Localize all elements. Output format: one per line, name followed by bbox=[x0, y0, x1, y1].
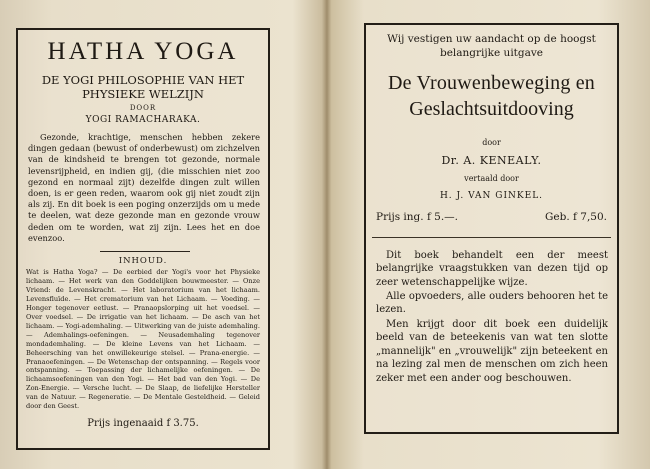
paragraph-1: Dit boek behandelt een der meest belangrijke vraagstukken van dezen tijd op zeer wetenschappelijke wijze. bbox=[376, 250, 608, 288]
translator-name: H. J. VAN GINKEL. bbox=[439, 191, 544, 201]
book-description: Gezonde, krachtige, menschen hebben zekere dingen gedaan (bewust of onderbewust) om zichzelven van de kindsheid te brengen tot gezonde, normale levensrijpheid, en indien gij, (die misschien niet zoo gezond en normaal zijt) dezelfde dingen zult willen doen, is er geen reden, waarom ook gij niet zoudt zijn als zij. En dit boek is een poging onzerzijds om u mede te deelen, wat deze gezonde man en gezonde vrouw deden om te worden, wat zij zijn. Lees het en doe evenzoo. bbox=[28, 132, 260, 243]
book-title-line1: De Vrouwenbeweging en bbox=[387, 72, 595, 94]
contents-list: Wat is Hatha Yoga? — De eerbied der Yogi's voor het Physieke lichaam. — Het werk van den Goddelijken bouwmeester. — Onze Vriend: de Levenskracht. — Het laboratorium van het lichaam. Levensfluïde. — Het crematorium van het Lichaam. — Voeding. — Honger tegenover eetlust. — Pranaopslorping uit het voedsel. — Over voedsel. — De irrigatie van het lichaam. — De asch van het lichaam. — Yogi-ademhaling. — Uitwerking van de juiste ademhaling. — Ademhalings-oefeningen. — Neusademhaling tegenover mondademhaling. — De kleine Levens van het Lichaam. — Beheersching van het onwillekeurige stelsel. — Prana-energie. — Pranaoefeningen. — De Wetenschap der ontspanning. — Regels voor ontspanning. — Toepassing der lichamelijke oefeningen. — De lichaamsoefeningen van den Yogi. — Het bad van den Yogi. — De Zon-Energie. — Versche lucht. — De Slaap, de liefelijke Hersteller van de Natuur. — Regeneratie. — De Mentale Gesteldheid. — Geleid door den Geest. bbox=[26, 268, 260, 411]
right-page bbox=[327, 0, 650, 469]
paragraph-2: Alle opvoeders, alle ouders behooren het te lezen. bbox=[376, 291, 608, 316]
divider bbox=[372, 237, 611, 238]
contents-heading: INHOUD. bbox=[118, 256, 168, 266]
intro-line1: Wij vestigen uw aandacht op de hoogst bbox=[387, 33, 596, 45]
price-row bbox=[376, 211, 607, 223]
price: Prijs ingenaaid f 3.75. bbox=[87, 418, 199, 429]
price-bound: Geb. f 7,50. bbox=[545, 211, 607, 223]
price-paperback: Prijs ing. f 5.—. bbox=[376, 211, 459, 223]
divider bbox=[100, 251, 190, 252]
intro-line2: belangrijke uitgave bbox=[439, 47, 544, 59]
book-subtitle-line2: PHYSIEKE WELZIJN bbox=[82, 87, 204, 101]
author-name: YOGI RAMACHARAKA. bbox=[85, 115, 201, 125]
translated-by-label: vertaald door bbox=[464, 174, 519, 183]
book-title: HATHA YOGA bbox=[47, 38, 239, 65]
paragraph-3: Men krijgt door dit boek een duidelijk beeld van de beteekenis van wat ten slotte „mannelijk" en „vrouwelijk" zijn beteekent en na lezing zal men de menschen om zich heen zeker met een ander oog beschouwen. bbox=[376, 319, 608, 384]
by-label: DOOR bbox=[129, 104, 157, 112]
author-name: Dr. A. KENEALY. bbox=[441, 154, 542, 167]
book-subtitle-line1: DE YOGI PHILOSOPHIE VAN HET bbox=[41, 73, 245, 87]
vrouwenbeweging-advertisement bbox=[364, 23, 619, 434]
by-label: door bbox=[482, 138, 501, 147]
book-title-line2: Geslachtsuitdooving bbox=[409, 98, 574, 120]
hatha-yoga-advertisement bbox=[16, 28, 270, 450]
